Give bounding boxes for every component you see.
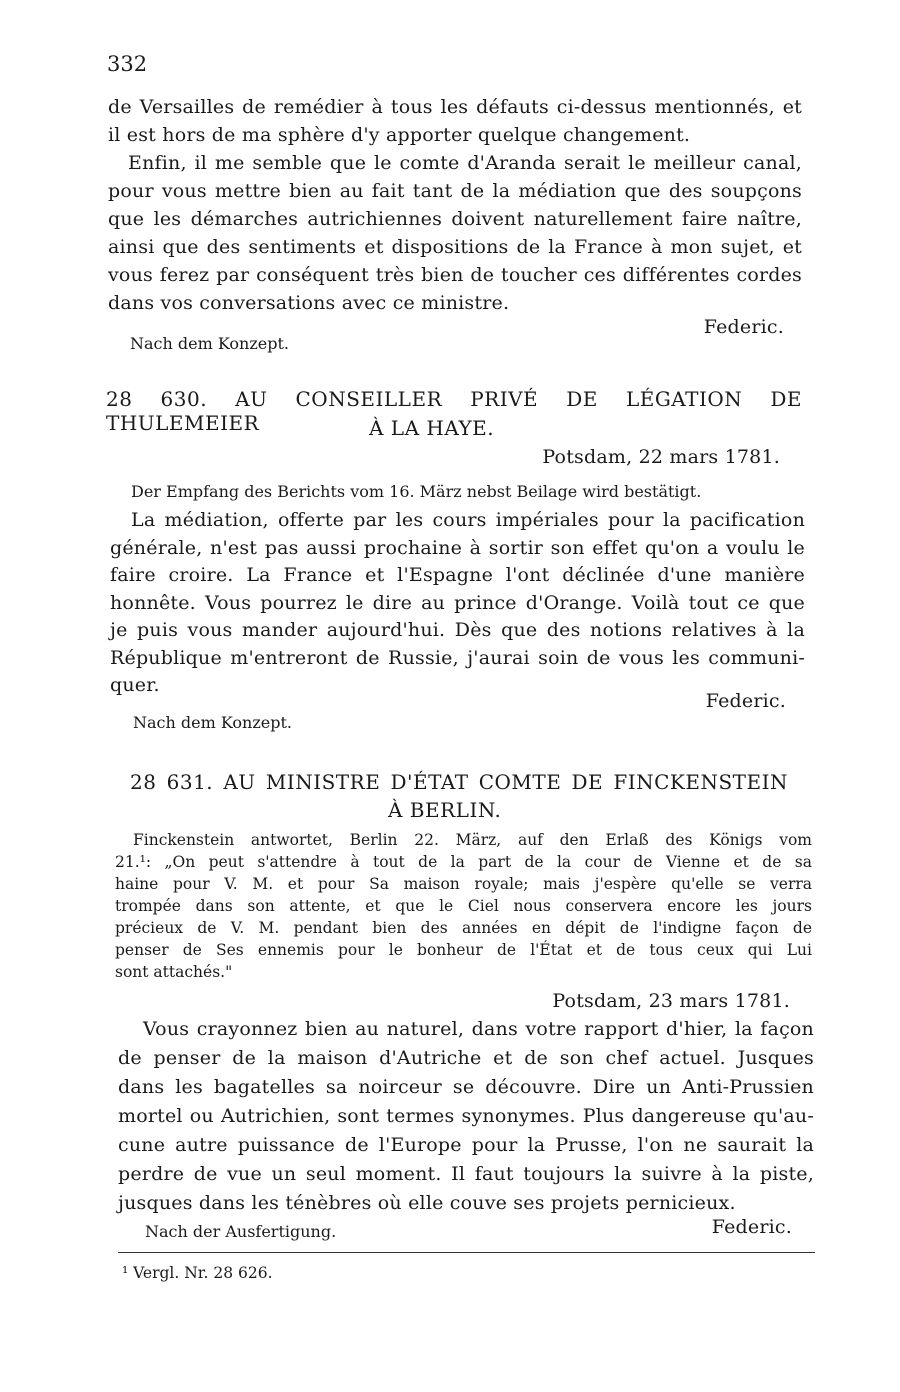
- text-line: Vous crayonnez bien au naturel, dans votre rapport d'hier, la façon: [143, 1018, 814, 1040]
- summary-line: 21.¹: „On peut s'attendre à tout de la part de la cour de Vienne et de sa: [115, 853, 812, 871]
- summary-line: Finckenstein antwortet, Berlin 22. März, auf den Erlaß des Königs vom: [133, 831, 812, 849]
- text-line: honnête. Vous pourrez le dire au prince d'Orange. Voilà tout ce que: [110, 592, 805, 614]
- summary-line: trompée dans son attente, et que le Ciel nous conservera encore les jours: [115, 897, 812, 915]
- signature: Federic.: [703, 316, 784, 338]
- text-line: je puis vous mander aujourd'hui. Dès que des notions relatives à la: [110, 619, 805, 641]
- text-line: dans les bagatelles sa noirceur se découvre. Dire un Anti-Prussien: [118, 1076, 814, 1098]
- signature: Federic.: [711, 1216, 792, 1238]
- text-line: faire croire. La France et l'Espagne l'ont déclinée d'une manière: [110, 564, 805, 586]
- footnote-rule: [118, 1252, 815, 1253]
- text-line: vous ferez par conséquent très bien de toucher ces différentes cordes: [108, 264, 802, 286]
- summary-line: sont attachés.": [115, 963, 233, 981]
- summary-line: précieux de V. M. pendant bien des années en dépit de l'indigne façon de: [115, 919, 812, 937]
- signature: Federic.: [705, 690, 786, 712]
- text-line: République m'entreront de Russie, j'aurai soin de vous les communi-: [110, 647, 805, 669]
- text-line: que les démarches autrichiennes doivent naturellement faire naître,: [108, 208, 802, 230]
- letter-heading: 28 630. AU CONSEILLER PRIVÉ DE LÉGATION DE THULEMEIER: [106, 387, 802, 435]
- page-number: 332: [107, 52, 148, 76]
- footnote: ¹ Vergl. Nr. 28 626.: [122, 1264, 273, 1282]
- text-line: générale, n'est pas aussi prochaine à sortir son effet qu'on a voulu le: [110, 537, 805, 559]
- text-line: jusques dans les ténèbres où elle couve ses projets pernicieux.: [118, 1192, 736, 1214]
- text-line: ainsi que des sentiments et dispositions de la France à mon sujet, et: [108, 236, 802, 258]
- text-line: mortel ou Autrichien, sont termes synonymes. Plus dangereuse qu'au-: [118, 1105, 814, 1127]
- summary-line: penser de Ses ennemis pour le bonheur de l'État et de tous ceux qui Lui: [115, 941, 812, 959]
- summary-line: haine pour V. M. et pour Sa maison royale; mais j'espère qu'elle se verra: [115, 875, 812, 893]
- text-line: pour vous mettre bien au fait tant de la médiation que des soupçons: [108, 180, 802, 202]
- text-line: de penser de la maison d'Autriche et de son chef actuel. Jusques: [118, 1047, 814, 1069]
- source-note: Nach der Ausfertigung.: [145, 1222, 337, 1241]
- text-line: La médiation, offerte par les cours impériales pour la pacification: [131, 509, 805, 531]
- source-note: Nach dem Konzept.: [130, 334, 289, 353]
- letter-heading-place: À BERLIN.: [388, 798, 502, 822]
- text-line: de Versailles de remédier à tous les défauts ci-dessus mentionnés, et: [108, 96, 802, 118]
- text-line: Enfin, il me semble que le comte d'Aranda serait le meilleur canal,: [128, 152, 802, 174]
- text-line: quer.: [110, 674, 160, 696]
- dateline: Potsdam, 23 mars 1781.: [552, 990, 790, 1012]
- text-line: cune autre puissance de l'Europe pour la Prusse, l'on ne saurait la: [118, 1134, 814, 1156]
- text-line: dans vos conversations avec ce ministre.: [108, 292, 510, 314]
- source-note: Nach dem Konzept.: [133, 713, 292, 732]
- text-line: il est hors de ma sphère d'y apporter quelque changement.: [108, 124, 691, 146]
- letter-heading: 28 631. AU MINISTRE D'ÉTAT COMTE DE FINCKENSTEIN: [130, 770, 788, 794]
- dateline: Potsdam, 22 mars 1781.: [542, 446, 780, 468]
- summary-note: Der Empfang des Berichts vom 16. März nebst Beilage wird bestätigt.: [131, 482, 702, 501]
- text-line: perdre de vue un seul moment. Il faut toujours la suivre à la piste,: [118, 1163, 814, 1185]
- letter-heading-place: À LA HAYE.: [369, 416, 495, 440]
